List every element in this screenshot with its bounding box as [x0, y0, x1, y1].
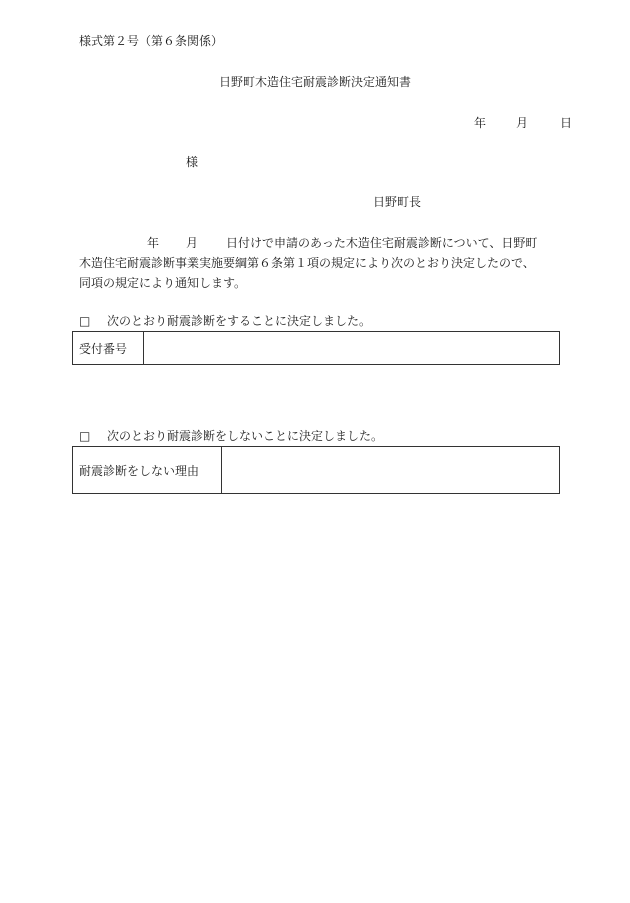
date-year-label: 年 — [474, 116, 487, 130]
date-month-label: 月 — [516, 116, 529, 130]
issue-date — [474, 115, 572, 131]
option-reject — [79, 428, 383, 444]
accept-checkbox[interactable]: □ — [79, 314, 91, 328]
body-month-label: 月 — [186, 236, 199, 250]
accept-option-text: 次のとおり耐震診断をすることに決定しました。 — [107, 314, 372, 328]
body-line-2: 木造住宅耐震診断事業実施要綱第６条第１項の規定により次のとおり決定したので、 — [79, 256, 535, 270]
body-line-1 — [79, 233, 574, 253]
option-accept — [79, 313, 371, 329]
rejection-reason-field[interactable] — [222, 447, 560, 494]
date-day-label: 日 — [560, 116, 573, 130]
reception-number-field[interactable] — [144, 332, 560, 365]
body-year-label: 年 — [147, 236, 160, 250]
body-line-3: 同項の規定により通知します。 — [79, 276, 247, 290]
reject-table — [72, 446, 560, 494]
body-text — [79, 233, 574, 293]
body-line-1-rest: 日付けで申請のあった木造住宅耐震診断について、日野町 — [226, 236, 538, 250]
reject-checkbox[interactable]: □ — [79, 429, 91, 443]
addressee-suffix: 様 — [186, 155, 199, 169]
issuer-name: 日野町長 — [373, 195, 422, 209]
form-number: 様式第２号（第６条関係） — [79, 34, 224, 48]
document-title: 日野町木造住宅耐震診断決定通知書 — [218, 75, 411, 89]
rejection-reason-label: 耐震診断をしない理由 — [73, 447, 222, 494]
reception-number-label: 受付番号 — [73, 332, 144, 365]
reject-option-text: 次のとおり耐震診断をしないことに決定しました。 — [107, 429, 384, 443]
accept-table — [72, 331, 560, 365]
